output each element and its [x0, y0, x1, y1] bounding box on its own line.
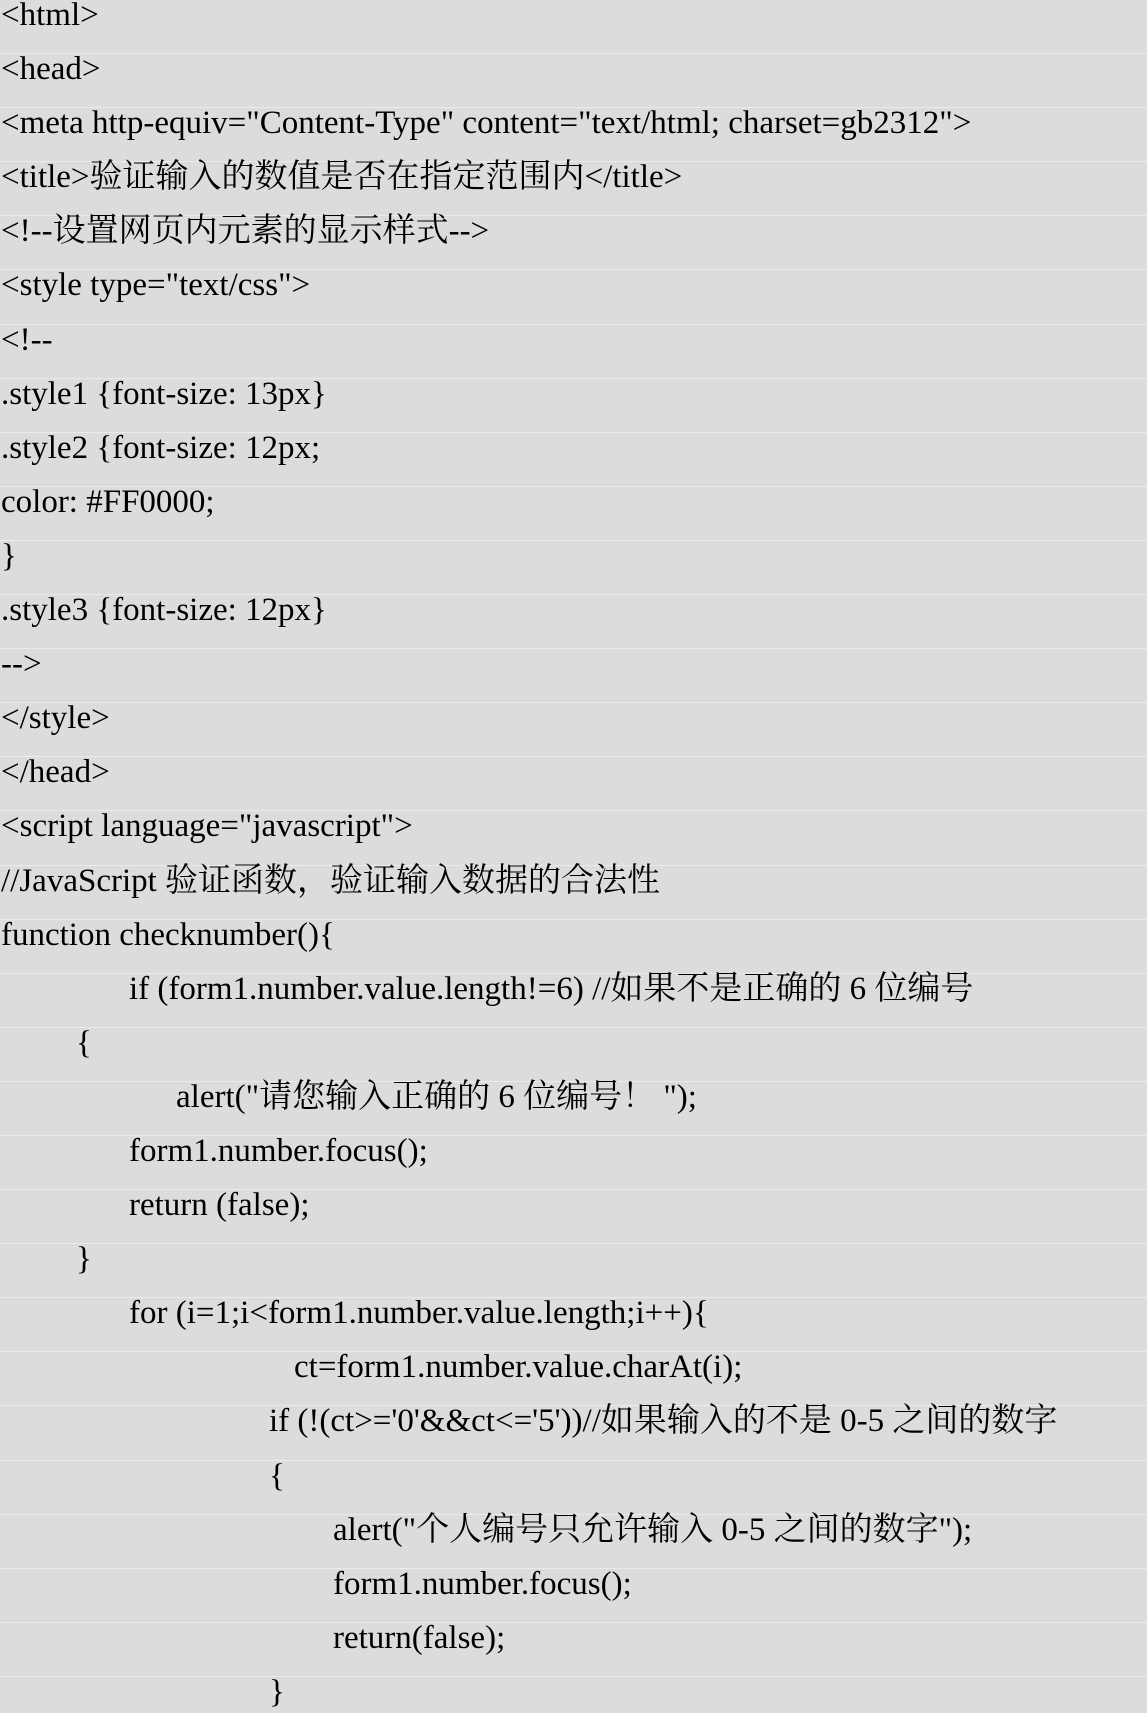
code-text: <!--设置网页内元素的显示样式--> [1, 213, 490, 250]
code-line [0, 700, 1147, 757]
code-text: } [1, 537, 17, 574]
code-line [0, 592, 1147, 649]
code-text: color: #FF0000; [1, 483, 215, 520]
code-text: } [269, 1673, 285, 1710]
code-text: </head> [1, 754, 110, 791]
code-text: //JavaScript 验证函数，验证输入数据的合法性 [1, 862, 661, 899]
code-text: <head> [1, 51, 101, 88]
code-text: <!-- [1, 321, 53, 358]
code-text: if (form1.number.value.length!=6) //如果不是正确的 6 位编号 [129, 970, 974, 1007]
code-text: return(false); [333, 1619, 506, 1656]
code-line [0, 1673, 1147, 1713]
code-line [0, 0, 1147, 54]
code-text: </style> [1, 700, 110, 737]
code-text: ct=form1.number.value.charAt(i); [294, 1349, 743, 1386]
code-text: { [76, 1024, 92, 1061]
code-text: .style3 {font-size: 12px} [1, 592, 327, 629]
code-line [0, 1619, 1147, 1677]
code-text: { [269, 1457, 285, 1494]
code-text: .style1 {font-size: 13px} [1, 375, 327, 412]
code-line [0, 970, 1147, 1028]
code-line [0, 646, 1147, 703]
code-line [0, 267, 1147, 324]
code-line [0, 1187, 1147, 1244]
code-text: if (!(ct>='0'&&ct<='5'))//如果输入的不是 0-5 之间的数字 [269, 1403, 1058, 1440]
code-line [0, 1565, 1147, 1623]
code-text: function checknumber(){ [1, 916, 335, 953]
code-text: <script language="javascript"> [1, 808, 413, 845]
code-text: --> [1, 646, 42, 683]
code-line [0, 1403, 1147, 1460]
code-text: <meta http-equiv="Content-Type" content="text/html; charset=gb2312"> [1, 105, 972, 142]
code-text: alert("个人编号只允许输入 0-5 之间的数字"); [333, 1511, 973, 1548]
code-line [0, 483, 1147, 541]
code-text: for (i=1;i<form1.number.value.length;i++){ [129, 1295, 709, 1332]
code-text: <html> [1, 0, 99, 33]
code-text: form1.number.focus(); [129, 1132, 428, 1169]
code-text: alert("请您输入正确的 6 位编号！ "); [176, 1078, 697, 1115]
code-text: <style type="text/css"> [1, 267, 311, 304]
code-text: form1.number.focus(); [333, 1565, 632, 1602]
code-text: } [76, 1241, 92, 1278]
code-text: .style2 {font-size: 12px; [1, 429, 321, 466]
code-text: return (false); [129, 1187, 310, 1224]
code-text: <title>验证输入的数值是否在指定范围内</title> [1, 159, 683, 196]
